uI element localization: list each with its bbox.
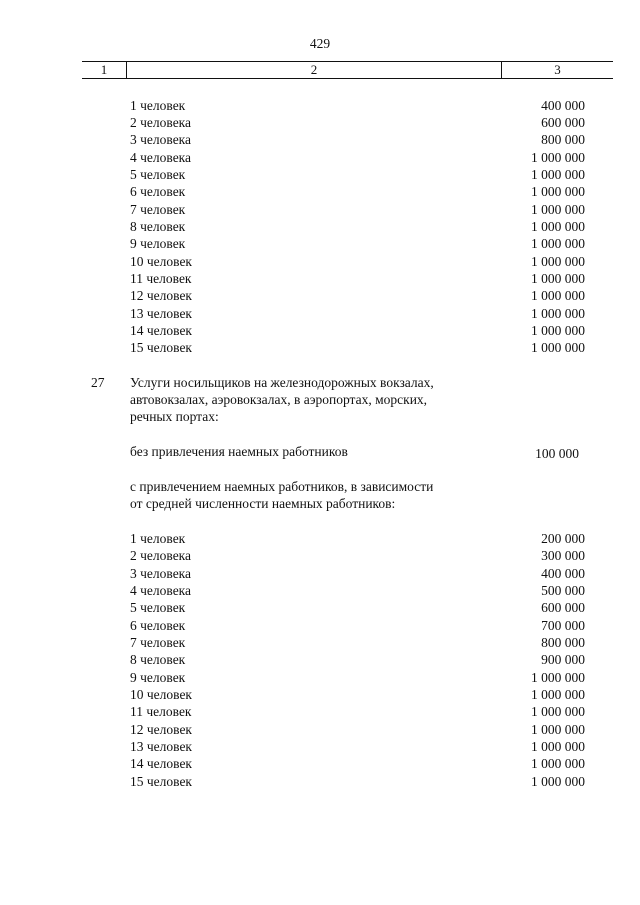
table-row <box>0 686 640 703</box>
table-row <box>0 322 640 339</box>
table-row <box>0 599 640 616</box>
row-amount: 1 000 000 <box>531 202 585 217</box>
row-label: 8 человек <box>130 652 186 667</box>
row-label: 4 человека <box>130 583 192 598</box>
table-row <box>0 755 640 772</box>
column-header-3: 3 <box>554 62 561 77</box>
row-label: 11 человек <box>130 271 192 286</box>
table-row <box>0 530 640 547</box>
row-amount: 1 000 000 <box>531 236 585 251</box>
row-label: 8 человек <box>130 219 186 234</box>
row-label: 11 человек <box>130 704 192 719</box>
table-row <box>0 149 640 166</box>
table-row <box>0 703 640 720</box>
row-amount: 1 000 000 <box>531 306 585 321</box>
row-label: 1 человек <box>130 531 186 546</box>
table-row <box>0 97 640 114</box>
row-label: 5 человек <box>130 167 186 182</box>
table-row <box>0 582 640 599</box>
row-amount: 1 000 000 <box>531 271 585 286</box>
row-label: 7 человек <box>130 202 186 217</box>
row-amount: 1 000 000 <box>531 167 585 182</box>
row-amount: 1 000 000 <box>531 150 585 165</box>
table-row <box>0 773 640 790</box>
item-title-line: автовокзалах, аэровокзалах, в аэропортах, морских, <box>130 392 428 407</box>
row-amount: 1 000 000 <box>531 184 585 199</box>
row-amount: 900 000 <box>541 652 585 667</box>
table-row <box>0 114 640 131</box>
hired-description-line: с привлечением наемных работников, в зависимости <box>130 479 434 494</box>
row-amount: 1 000 000 <box>531 774 585 789</box>
no-hired-amount: 100 000 <box>535 446 579 461</box>
row-amount: 1 000 000 <box>531 739 585 754</box>
row-amount: 1 000 000 <box>531 288 585 303</box>
row-label: 6 человек <box>130 184 186 199</box>
row-label: 10 человек <box>130 254 192 269</box>
row-amount: 1 000 000 <box>531 704 585 719</box>
row-label: 12 человек <box>130 288 192 303</box>
row-label: 3 человека <box>130 566 192 581</box>
row-label: 4 человека <box>130 150 192 165</box>
table-row <box>0 183 640 200</box>
table-row <box>0 270 640 287</box>
row-amount: 1 000 000 <box>531 756 585 771</box>
row-amount: 500 000 <box>541 583 585 598</box>
row-label: 6 человек <box>130 618 186 633</box>
row-amount: 1 000 000 <box>531 254 585 269</box>
row-label: 9 человек <box>130 670 186 685</box>
row-amount: 300 000 <box>541 548 585 563</box>
hired-description-line: от средней численности наемных работников: <box>130 496 396 511</box>
column-header-2: 2 <box>127 62 502 78</box>
no-hired-label: без привлечения наемных работников <box>130 444 348 459</box>
table-row <box>0 651 640 668</box>
row-label: 5 человек <box>130 600 186 615</box>
table-row <box>0 253 640 270</box>
row-label: 12 человек <box>130 722 192 737</box>
row-label: 14 человек <box>130 323 192 338</box>
row-amount: 400 000 <box>541 98 585 113</box>
row-label: 2 человека <box>130 115 192 130</box>
row-label: 14 человек <box>130 756 192 771</box>
page-number: 429 <box>309 36 331 51</box>
item-title-line: речных портах: <box>130 409 219 424</box>
row-amount: 400 000 <box>541 566 585 581</box>
item-title-line: Услуги носильщиков на железнодорожных вокзалах, <box>130 375 434 390</box>
row-amount: 200 000 <box>541 531 585 546</box>
row-amount: 600 000 <box>541 115 585 130</box>
row-label: 1 человек <box>130 98 186 113</box>
row-label: 7 человек <box>130 635 186 650</box>
column-header-row <box>82 61 613 79</box>
row-amount: 1 000 000 <box>531 722 585 737</box>
row-amount: 800 000 <box>541 132 585 147</box>
row-amount: 700 000 <box>541 618 585 633</box>
row-label: 13 человек <box>130 306 192 321</box>
row-label: 9 человек <box>130 236 186 251</box>
row-amount: 1 000 000 <box>531 219 585 234</box>
row-label: 15 человек <box>130 340 192 355</box>
table-row <box>0 305 640 322</box>
table-row <box>0 218 640 235</box>
row-label: 2 человека <box>130 548 192 563</box>
table-row <box>0 634 640 651</box>
column-header-1: 1 <box>82 62 127 78</box>
table-row <box>0 131 640 148</box>
row-label: 3 человека <box>130 132 192 147</box>
table-row <box>0 617 640 634</box>
row-amount: 600 000 <box>541 600 585 615</box>
item-number: 27 <box>91 375 105 390</box>
table-row <box>0 721 640 738</box>
table-row <box>0 201 640 218</box>
row-amount: 1 000 000 <box>531 670 585 685</box>
table-row <box>0 738 640 755</box>
table-row <box>0 166 640 183</box>
table-row <box>0 669 640 686</box>
table-row <box>0 547 640 564</box>
row-amount: 1 000 000 <box>531 340 585 355</box>
row-label: 15 человек <box>130 774 192 789</box>
row-amount: 1 000 000 <box>531 687 585 702</box>
row-label: 13 человек <box>130 739 192 754</box>
row-amount: 800 000 <box>541 635 585 650</box>
table-row <box>0 235 640 252</box>
table-row <box>0 565 640 582</box>
table-row <box>0 339 640 356</box>
row-amount: 1 000 000 <box>531 323 585 338</box>
row-label: 10 человек <box>130 687 192 702</box>
table-row <box>0 287 640 304</box>
